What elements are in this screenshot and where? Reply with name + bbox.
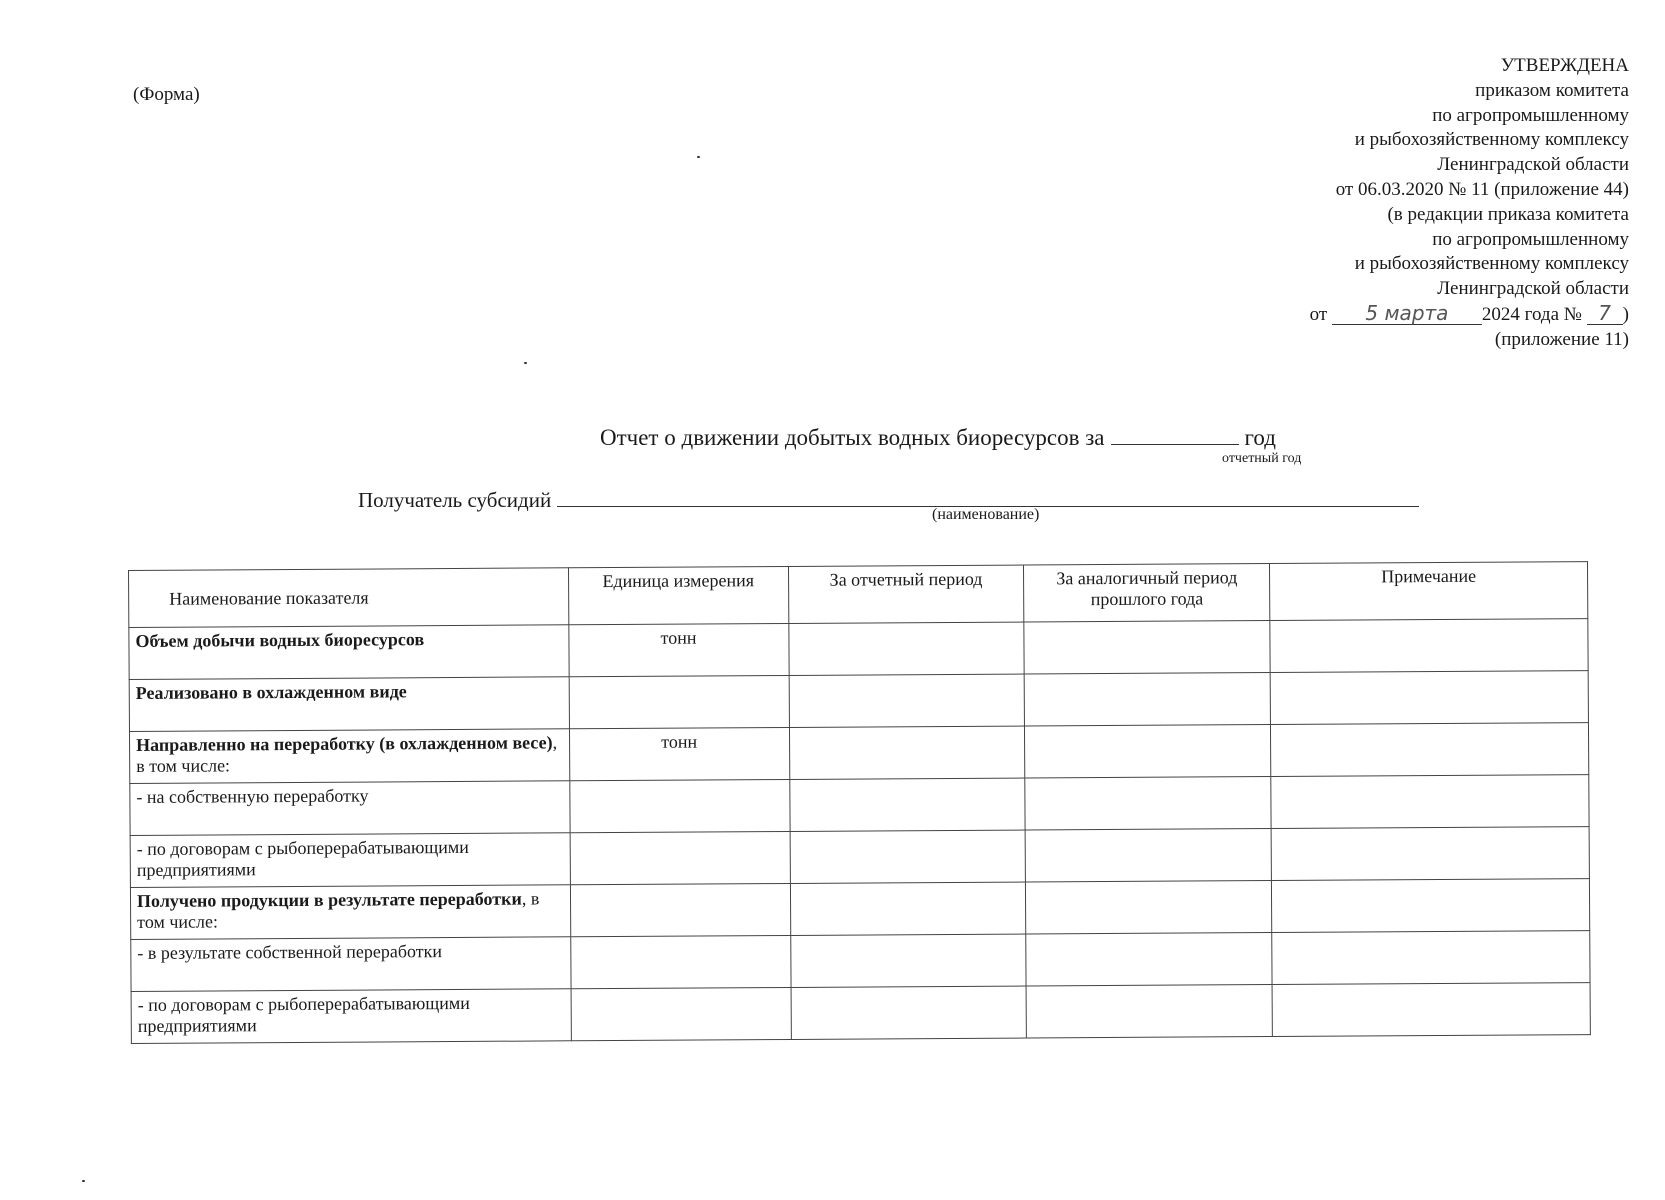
table-row bbox=[131, 983, 1590, 1044]
scan-speck bbox=[82, 1180, 85, 1182]
report-title-suffix: год bbox=[1244, 425, 1276, 450]
empty-cell bbox=[1272, 983, 1590, 1037]
recipient-label: Получатель субсидий bbox=[358, 488, 552, 512]
indicator-text: - на собственную переработку bbox=[136, 785, 369, 807]
empty-cell bbox=[1272, 931, 1590, 985]
empty-cell bbox=[1025, 777, 1271, 831]
empty-cell bbox=[789, 778, 1025, 831]
approval-line: Ленинградской области bbox=[1437, 154, 1629, 176]
empty-cell bbox=[1026, 985, 1272, 1039]
empty-cell bbox=[1270, 619, 1588, 673]
empty-cell bbox=[790, 882, 1026, 935]
indicator-cell bbox=[130, 833, 570, 888]
empty-cell bbox=[788, 622, 1024, 675]
indicator-cell bbox=[129, 625, 569, 680]
unit-cell bbox=[570, 831, 790, 884]
recipient-blank bbox=[557, 488, 1419, 507]
report-table bbox=[128, 561, 1591, 1044]
table-row bbox=[130, 775, 1589, 836]
table-header-row bbox=[129, 562, 1588, 628]
empty-cell bbox=[1025, 725, 1271, 779]
unit-cell bbox=[570, 779, 790, 832]
empty-cell bbox=[1024, 621, 1270, 675]
scan-speck bbox=[524, 362, 527, 364]
indicator-bold: Получено продукции в результате переработки bbox=[136, 888, 522, 911]
approval-order-line bbox=[1189, 302, 1629, 328]
year-caption: отчетный год bbox=[1222, 451, 1302, 466]
unit-cell: тонн bbox=[569, 623, 789, 676]
empty-cell bbox=[1271, 827, 1589, 881]
table-row bbox=[131, 931, 1590, 992]
approval-line: приказом комитета bbox=[1475, 79, 1629, 101]
unit-cell bbox=[569, 675, 789, 728]
empty-cell bbox=[1271, 723, 1589, 777]
empty-cell bbox=[1271, 775, 1589, 829]
indicator-cell bbox=[129, 729, 569, 784]
indicator-text: , в том числе: bbox=[137, 888, 540, 932]
approval-block bbox=[1189, 54, 1629, 353]
empty-cell bbox=[789, 674, 1025, 727]
approval-line: и рыбохозяйственному комплексу bbox=[1354, 129, 1629, 151]
approval-line: УТВЕРЖДЕНА bbox=[1500, 55, 1629, 76]
indicator-bold: Объем добычи водных биоресурсов bbox=[135, 629, 425, 651]
empty-cell bbox=[790, 830, 1026, 883]
empty-cell bbox=[1025, 673, 1271, 727]
unit-cell bbox=[571, 987, 791, 1040]
approval-line: по агропромышленному bbox=[1432, 104, 1629, 126]
form-label: (Форма) bbox=[133, 84, 200, 105]
header-reporting-period: За отчетный период bbox=[788, 565, 1024, 623]
approval-line: по агропромышленному bbox=[1432, 228, 1629, 250]
indicator-text: - по договорам с рыбоперерабатывающими предприятиями bbox=[136, 836, 469, 880]
empty-cell bbox=[1025, 829, 1271, 883]
approval-line: (в редакции приказа комитета bbox=[1387, 203, 1629, 225]
unit-cell bbox=[570, 883, 790, 936]
table-row bbox=[129, 723, 1588, 784]
header-indicator: Наименование показателя bbox=[129, 568, 569, 628]
recipient-line bbox=[358, 488, 1419, 513]
empty-cell bbox=[1026, 933, 1272, 987]
unit-cell bbox=[570, 935, 790, 988]
indicator-bold: Реализовано в охлажденном виде bbox=[135, 681, 407, 703]
indicator-cell bbox=[130, 781, 570, 836]
table-row bbox=[130, 879, 1589, 940]
close-paren: ) bbox=[1622, 303, 1629, 325]
report-title bbox=[600, 424, 1276, 451]
year-blank bbox=[1111, 424, 1239, 445]
table-row bbox=[130, 827, 1589, 888]
unit-cell: тонн bbox=[569, 727, 789, 780]
empty-cell bbox=[1026, 881, 1272, 935]
handwritten-date: 5 марта bbox=[1332, 302, 1482, 325]
table-row bbox=[129, 671, 1588, 732]
header-unit: Единица измерения bbox=[568, 566, 788, 624]
empty-cell bbox=[790, 934, 1026, 987]
approval-line: Ленинградской области bbox=[1437, 278, 1629, 300]
empty-cell bbox=[791, 986, 1027, 1039]
approval-line: и рыбохозяйственному комплексу bbox=[1354, 253, 1629, 275]
indicator-cell bbox=[130, 885, 570, 940]
header-previous-year: За аналогичный период прошлого года bbox=[1024, 564, 1270, 623]
approval-line: от 06.03.2020 № 11 (приложение 44) bbox=[1335, 178, 1629, 200]
handwritten-number: 7 bbox=[1587, 302, 1623, 325]
approval-appendix: (приложение 11) bbox=[1494, 328, 1629, 350]
year-text: 2024 года № bbox=[1481, 303, 1582, 325]
indicator-text: - в результате собственной переработки bbox=[137, 941, 443, 963]
indicator-text: , в том числе: bbox=[136, 732, 558, 776]
indicator-cell bbox=[129, 677, 569, 732]
indicator-cell bbox=[131, 937, 571, 992]
empty-cell bbox=[1270, 671, 1588, 725]
scan-speck bbox=[697, 156, 700, 158]
indicator-text: - по договорам с рыбоперерабатывающими предприятиями bbox=[137, 992, 470, 1036]
report-title-text: Отчет о движении добытых водных биоресурсов за bbox=[600, 425, 1105, 450]
header-note: Примечание bbox=[1270, 562, 1588, 621]
recipient-caption: (наименование) bbox=[932, 506, 1040, 523]
table-row bbox=[129, 619, 1588, 680]
ot-prefix: от bbox=[1309, 303, 1328, 325]
empty-cell bbox=[1272, 879, 1590, 933]
indicator-bold: Направленно на переработку (в охлажденном весе) bbox=[136, 732, 553, 755]
indicator-cell bbox=[131, 989, 571, 1044]
empty-cell bbox=[789, 726, 1025, 779]
